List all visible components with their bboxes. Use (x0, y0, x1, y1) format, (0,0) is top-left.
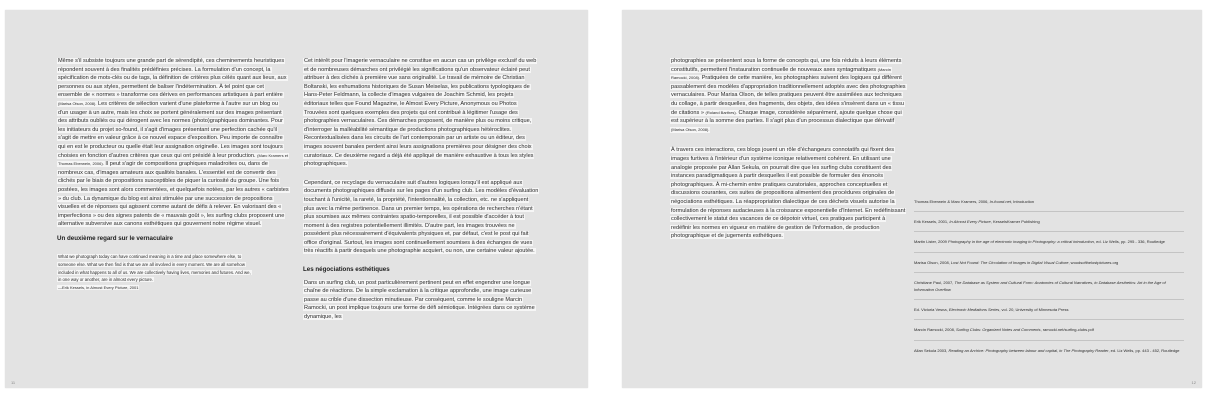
reference-item: Erik Kessels, 2001, In Almost Every Picture, KesselsKramer Publishing (914, 218, 1184, 232)
reference-item: Marisa Olson, 2008, Lost Not Found: The Circulation of Images in Digital Visual Culture, woodsofthelostpictures.org (914, 259, 1184, 273)
references-list (914, 198, 1184, 366)
reference-item: Christiane Paul, 2007, The Database as System and Cultural Form: Anatomies of Cultural Narratives, in Database Aesthetics: Art in the Age of Information Overflow (914, 279, 1184, 300)
paragraph: Cependant, ce recyclage du vernaculaire suit d'autres logiques lorsqu'il est appliqué aux documents photographiques diffusés sur les pages d'un surfing club. Les modèles d'évaluation touchant à l'unicité, la rareté, la propriété, l'intentionnalité, la collection, etc. ne s'appliquent plus avec la même pertinence. Dans un premier temps, les opérations de recherches n'étant plus soumises aux mêmes contraintes spatio-temporelles, il est possible d'accéder à tout moment à des registres potentiellement illimités. D'autre part, les images trouvées ne possèdent plus nécessairement d'équivalents physiques et, par défaut, c'est le post qui fait office d'original. Surtout, les images sont continuellement soumises à des échanges de vues très réactifs à partir desquels une photographie acquiert, ou non, une certaine valeur ajoutée. (304, 179, 539, 255)
reference-item: Ed. Victoria Vesna, Electronic Mediations Series, vol. 20, University of Minnesota Press (914, 306, 1184, 320)
left-page (5, 10, 588, 388)
reference-item: Thomas Eberwein & Marc Kramers, 2006, In-found.net, Introduction (914, 198, 1184, 212)
section-heading: Les négociations esthétiques (303, 266, 390, 274)
paragraph: Dans un surfing club, un post particulièrement pertinent peut en effet engendrer une longue chaîne de réactions. De la simple exclamation à la critique approfondie, une image curieuse passe au crible d'une dissection minutieuse. Par conséquent, comme le souligne Marcin Ramocki, un post implique toujours une forme de défi sémiotique. Intégrées dans ce système dynamique, les (304, 279, 535, 321)
paragraph: À travers ces interactions, ces blogs jouent un rôle d'échangeurs connotatifs qui fixent des images furtives à l'intérieur d'un système iconique relativement cohérent. En utilisant une analogie proposée par Allan Sekula, on pourrait dire que les surfing clubs constituent des instances paradigmatiques à partir desquelles il est possible de formuler des énoncés photographiques. À mi-chemin entre pratiques curatoriales, approches conceptuelles et discussions courantes, ces suites de propositions alimentent des procédures originales de négociations esthétiques. La réappropriation dialectique de ces déchets visuels autorise la formulation de réponses audacieuses à la croissance exponentielle d'Internet. En redéfinissant collectivement le statut des vacances de ce dépotoir virtuel, ces pratiques participent à redéfinir les normes en vigueur en matière de gestion de l'information, de production photographique et de jugements esthétiques. (671, 147, 906, 240)
reference-item: Marcin Ramocki, 2008, Surfing Clubs: Organized Notes and Comments, ramocki.net/surfing-clubs.pdf (914, 326, 1184, 340)
left-column-2 (303, 57, 539, 327)
right-page (622, 10, 1202, 388)
paragraph: Cet intérêt pour l'imagerie vernaculaire ne constitue en aucun cas un privilège exclusif du web et de nombreuses démarches ont privilégié les significations qu'un observateur éclairé peut attribuer à des clichés à première vue sans originalité. Le travail de mémoire de Christian Boltanski, les exhumations historiques de Susan Meiselas, les publications typologiques de Hans-Peter Feldmann, la collecte d'images vulgaires de Joachim Schmid, les projets éditoriaux telles que Found Magazine, le Almost Every Picture, Anonymous ou Photos Trouvées sont quelques exemples des projets qui ont contribué à légitimer l'usage des photographies vernaculaires. Ces démarches proposent, de manière plus ou moins critique, d'interroger la malléabilité sémantique de productions photographiques hétéroclites. Recontextualisées dans les circuits de l'art contemporain par un artiste ou un éditeur, des images souvent banales perdent ainsi leurs assignations premières pour désigner des choix curatoriaux. Ce deuxième regard a déjà été appliqué de manière exhaustive à tous les styles photographiques. (304, 58, 537, 168)
right-column-1 (670, 57, 906, 246)
section-heading: Un deuxième regard sur le vernaculaire (57, 234, 173, 242)
paragraph: Même s'il subsiste toujours une grande part de sérendipité, ces cheminements heuristiques répondent souvent à des finalités prédéfinies précises. La formulation d'un concept, la spécification de mots-clés ou de tags, la définition de critères plus célés quant aux lieux, aux personnes ou aux styles, permettent de baliser l'indétermination. À tel point que cet ensemble de « normes » transforme ces dérives en performances artistiques à part entière (Marisa Olson, 2008). Les critères de sélection varient d'une plateforme à l'autre sur un blog ou d'un usager à un autre, mais les choix se portent généralement sur des images présentant des attributs oubliés ou qui dérogent avec les normes (photo)graphiques dominantes. Pour les initiateurs du projet so-found, il s'agit d'images présentant une perfection cachée qu'il s'agit de mettre en valeur grâce à ce nouvel espace d'exposition. Peu importe de connaître qui en est le producteur ou quelle était leur assignation originelle. Les images sont toujours choisies en fonction d'autres critères que ceux qui ont présidé à leur production. (Marc Kramers et Thomas Eberwein, 2006). Il peut s'agir de compositions graphiques maladroites ou, dans de nombreux cas, d'images amateurs aux qualités banales. L'essentiel est de convertir des clichés par le biais de propositions susceptibles de piquer la curiosité du groupe. Une fois postées, les images sont alors commentées, et quelquefois notées, par les autres « carbistes » du club. La dynamique du blog est ainsi stimulée par une succession de propositions visuelles et de réponses qui agissent comme autant de défis à relever. En valorisant des « imperfections » ou des signes patents de « mauvais goût », les surfing clubs proposent une alternative subversive aux canons esthétiques qui gouvernent notre régime visuel. (58, 58, 289, 228)
page-number: 12 (1191, 380, 1196, 385)
left-column-1 (57, 57, 289, 291)
paragraph: photographies se présentent sous la forme de concepts qui, une fois réduits à leurs éléments constitutifs, permettent l'instauration continuelle de nouveaux axes syntagmatiques (Marcin Ramocki, 2008). Pratiquées de cette manière, les photographies suivent des logiques qui diffèrent passablement des modèles d'appropriation traditionnellement adoptés avec des photographies vernaculaires. Pour Marisa Olson, de telles pratiques peuvent être assimilées aux techniques du collage, à partir desquelles, des fragments, des objets, des idées s'insèrent dans un « tissu de citations » (Roland Barthes). Chaque image, considérée séparément, ajoute quelque chose qui est supérieur à la somme des parties. Il s'agit plus d'un processus dialectique que dérivatif (Marisa Olson, 2008). (671, 58, 906, 132)
quote-block: What we photograph today can have continued meaning in a time and place somewhere else, to someone else. What we then find is that we are all involved in every moment. We are all somehow included in what happens to all of us. We are collectively having lives, memories and futures. And we, in one way or another, are in almost every picture. —Erik Kessels, in Almost Every Picture, 2001 (58, 254, 251, 290)
page-number: 11 (11, 380, 16, 385)
reference-item: Allan Sekula 2003, Reading an Archive: Photography between labour and capital, in The Photography Reader, ed. Liz Wells, pp. 443 - 452, Routledge (914, 347, 1180, 353)
reference-item: Martin Lister, 2009 Photography in the age of electronic imaging in Photography: a critical introduction, ed. Liz Wells, pp. 295 - 336, Routledge (914, 238, 1184, 252)
